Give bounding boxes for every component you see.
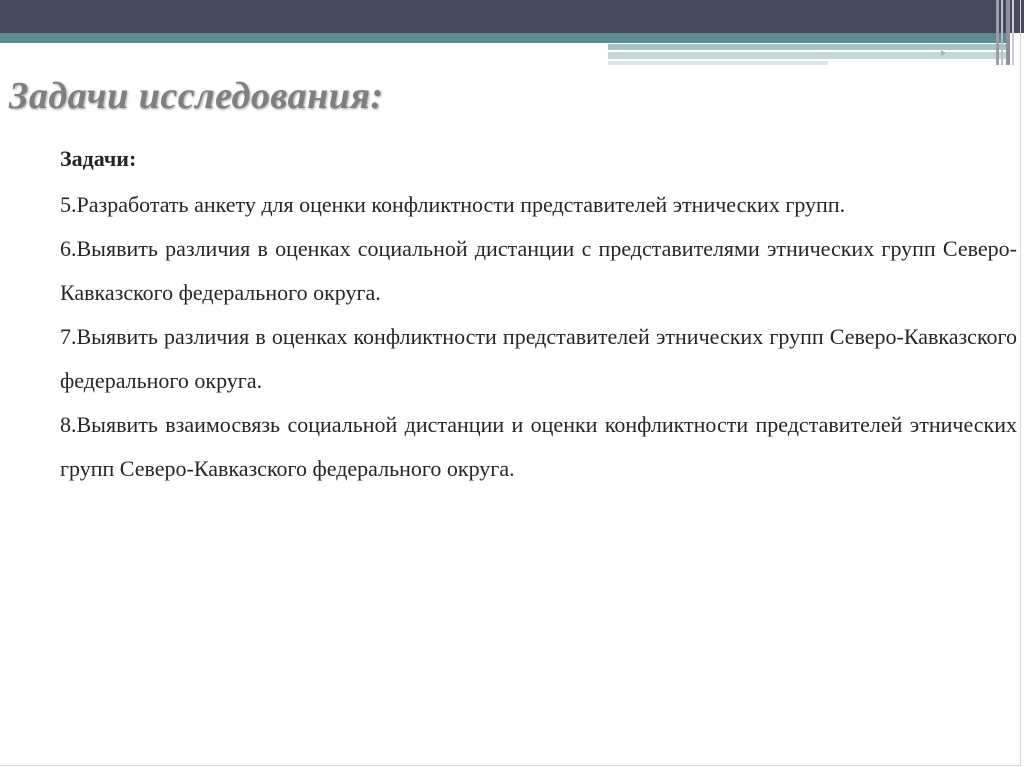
header-stripe xyxy=(1006,0,1010,65)
header-band-dark xyxy=(0,0,1024,33)
header-band-light xyxy=(608,44,1008,50)
arrow-icon xyxy=(941,50,946,56)
task-item: 6.Выявить различия в оценках социальной дистанции с представителями этнических групп Северо-Кавказского федерального округа. xyxy=(60,236,1017,305)
header-stripe xyxy=(1012,0,1014,65)
body-heading: Задачи: xyxy=(60,146,137,171)
header-band-teal xyxy=(0,33,1010,43)
slide-body xyxy=(60,142,1017,491)
task-item: 7.Выявить различия в оценках конфликтности представителей этнических групп Северо-Кавказского федерального округа. xyxy=(60,324,1017,393)
header-band-light xyxy=(608,61,828,65)
header-stripe xyxy=(996,0,999,65)
slide-title: Задачи исследования: xyxy=(9,75,384,117)
task-item: 8.Выявить взаимосвязь социальной дистанции и оценки конфликтности представителей этнических групп Северо-Кавказского федерального округа. xyxy=(60,412,1017,481)
header-band-light xyxy=(608,52,1008,59)
task-item: 5.Разработать анкету для оценки конфликтности представителей этнических групп. xyxy=(60,192,846,217)
header-stripe xyxy=(1001,0,1003,65)
